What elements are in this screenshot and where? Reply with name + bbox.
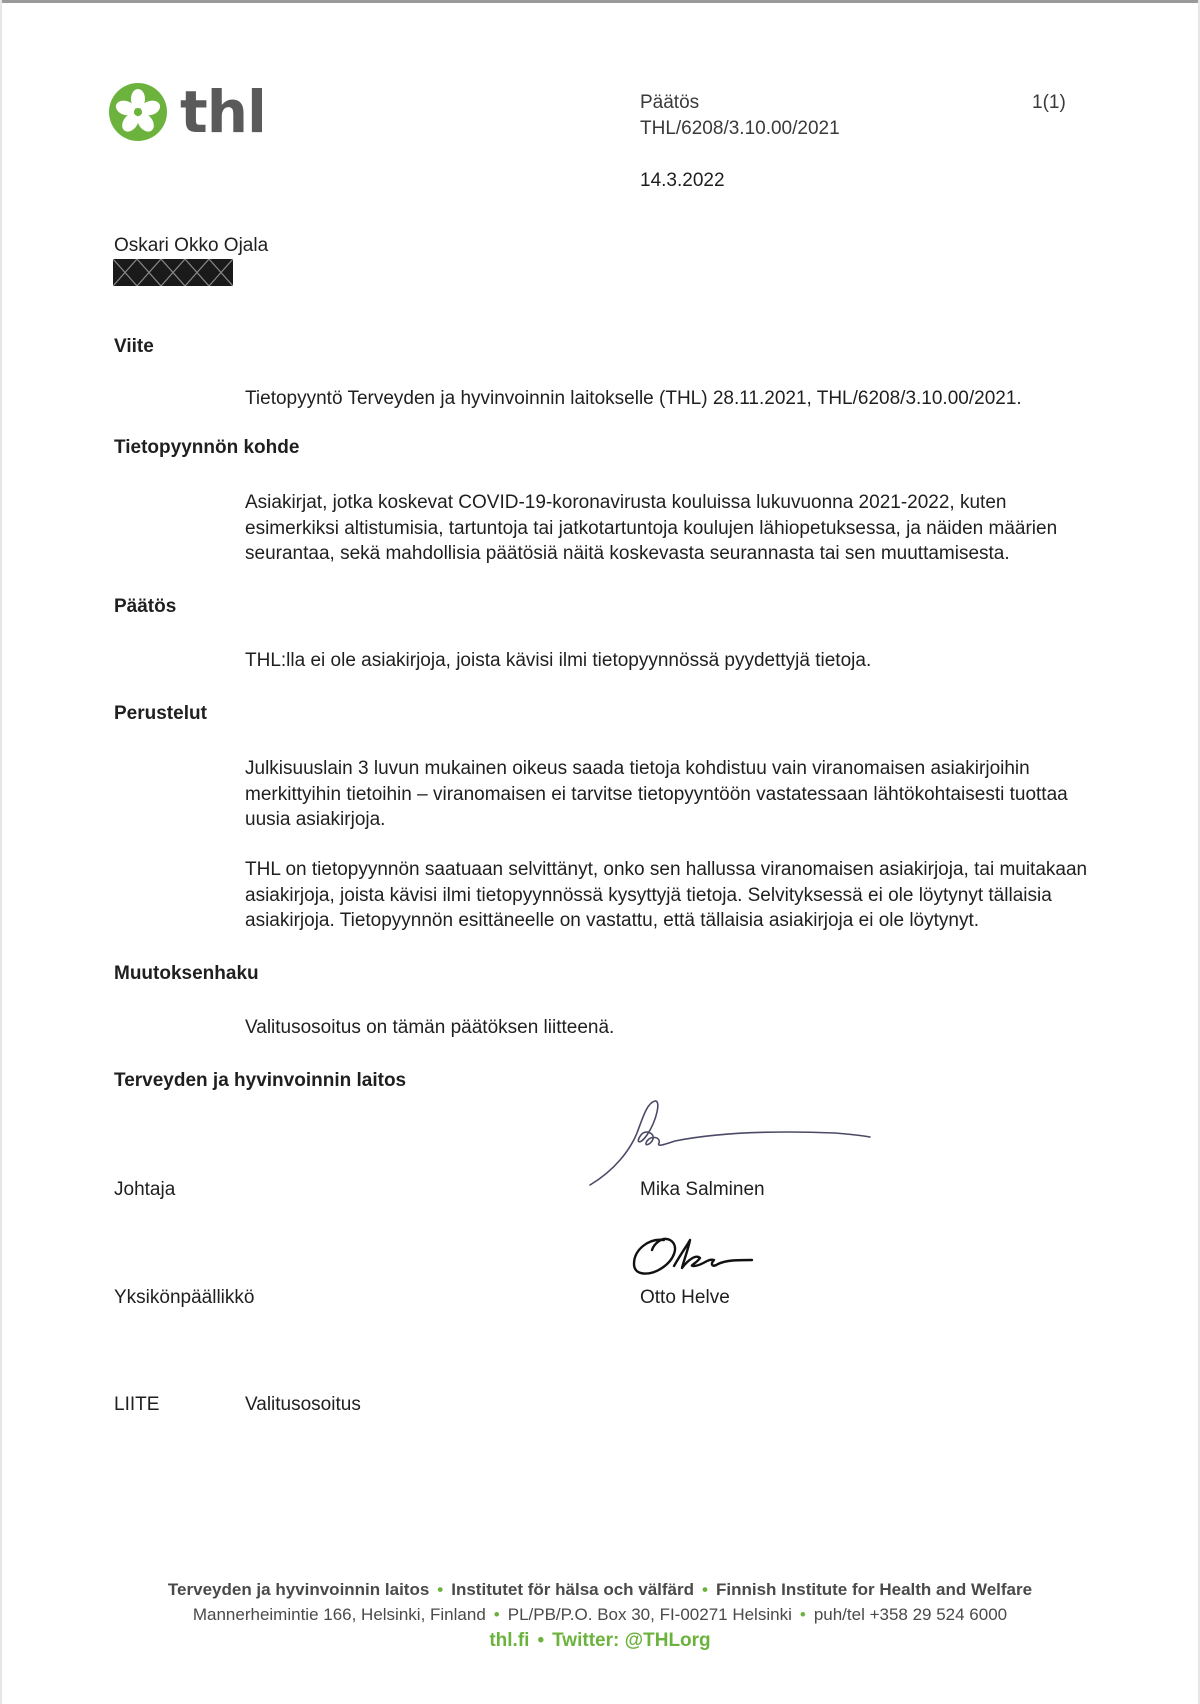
- footer-phone: puh/tel +358 29 524 6000: [813, 1605, 1008, 1624]
- footer-separator: •: [537, 1630, 545, 1651]
- logo-wordmark: thl: [180, 78, 266, 146]
- attachment-name: Valitusosoitus: [245, 1394, 361, 1415]
- section-text-kohde: Asiakirjat, jotka koskevat COVID-19-koronavirusta kouluissa lukuvuonna 2021-2022, kuten esimerkiksi altistumisia, tartuntoja tai jatkotartuntoja koulujen lähiopetuksessa, ja näiden määrien seurantaa, sekä mahdollisia päätösiä näitä koskevasta seurannasta tai sen muuttamisesta.: [245, 492, 1058, 564]
- footer-org-en: Finnish Institute for Health and Welfare: [715, 1580, 1033, 1599]
- signer-1-role: Johtaja: [114, 1179, 176, 1200]
- document-reference: THL/6208/3.10.00/2021: [640, 118, 840, 139]
- section-label-viite: Viite: [114, 336, 154, 357]
- footer-separator: •: [493, 1605, 500, 1624]
- footer-website-link[interactable]: thl.fi: [489, 1630, 530, 1651]
- recipient-name: Oskari Okko Ojala: [114, 235, 269, 256]
- footer-org-fi: Terveyden ja hyvinvoinnin laitos: [167, 1580, 430, 1599]
- document-date: 14.3.2022: [640, 170, 725, 191]
- attachment-label: LIITE: [114, 1394, 160, 1415]
- signer-1-name: Mika Salminen: [640, 1179, 765, 1200]
- section-label-perustelut: Perustelut: [114, 703, 207, 724]
- document-header: [640, 90, 840, 142]
- signing-organization: Terveyden ja hyvinvoinnin laitos: [114, 1070, 407, 1091]
- signature-otto-helve: [630, 1232, 755, 1282]
- page-left-edge: [0, 0, 2, 1704]
- document-type: Päätös: [640, 92, 700, 113]
- section-label-muutoksenhaku: Muutoksenhaku: [114, 963, 259, 984]
- section-text-paatos: THL:lla ei ole asiakirjoja, joista kävisi ilmi tietopyynnössä pyydettyjä tietoja.: [245, 650, 872, 671]
- section-label-kohde: Tietopyynnön kohde: [114, 437, 300, 458]
- thl-logo: [108, 80, 278, 144]
- footer-twitter-link[interactable]: Twitter: @THLorg: [552, 1630, 711, 1651]
- section-text-perustelut-1: Julkisuuslain 3 luvun mukainen oikeus saada tietoja kohdistuu vain viranomaisen asiakirjoihin merkittyihin tietoihin – viranomaisen ei tarvitse tietopyyntöön vastatessaan lähtökohtaisesti tuottaa uusia asiakirjoja.: [245, 758, 1068, 830]
- flower-logo-icon: [108, 82, 168, 142]
- section-text-muutoksenhaku: Valitusosoitus on tämän päätöksen liitteenä.: [245, 1017, 615, 1038]
- signer-2-role: Yksikönpäällikkö: [114, 1287, 255, 1308]
- footer-org-sv: Institutet för hälsa och välfärd: [451, 1580, 695, 1599]
- section-label-paatos: Päätös: [114, 596, 177, 617]
- footer-organizations: [0, 1578, 1200, 1602]
- footer-separator: •: [437, 1580, 444, 1599]
- footer-web: [0, 1629, 1200, 1653]
- footer-po-box: PL/PB/P.O. Box 30, FI-00271 Helsinki: [507, 1605, 792, 1624]
- footer-separator: •: [702, 1580, 708, 1599]
- signer-2-name: Otto Helve: [640, 1287, 730, 1308]
- section-text-perustelut-2: THL on tietopyynnön saatuaan selvittänyt, onko sen hallussa viranomaisen asiakirjoja, tai muitakaan asiakirjoja, joista kävisi ilmi tietopyynnössä kysyttyjä tietoja. Selvityksessä ei ole löytynyt tällaisia asiakirjoja. Tietopyynnön esittäneelle on vastattu, että tällaisia asiakirjoja ei ole löytynyt.: [245, 859, 1088, 931]
- footer-address: [0, 1603, 1200, 1627]
- page-number: 1(1): [1032, 92, 1066, 113]
- footer-separator: •: [799, 1605, 806, 1624]
- page-top-edge: [0, 0, 1200, 3]
- redaction-block: [113, 259, 233, 286]
- section-text-viite: Tietopyyntö Terveyden ja hyvinvoinnin laitokselle (THL) 28.11.2021, THL/6208/3.10.00/2021.: [245, 388, 1022, 409]
- footer-street: Mannerheimintie 166, Helsinki, Finland: [192, 1605, 486, 1624]
